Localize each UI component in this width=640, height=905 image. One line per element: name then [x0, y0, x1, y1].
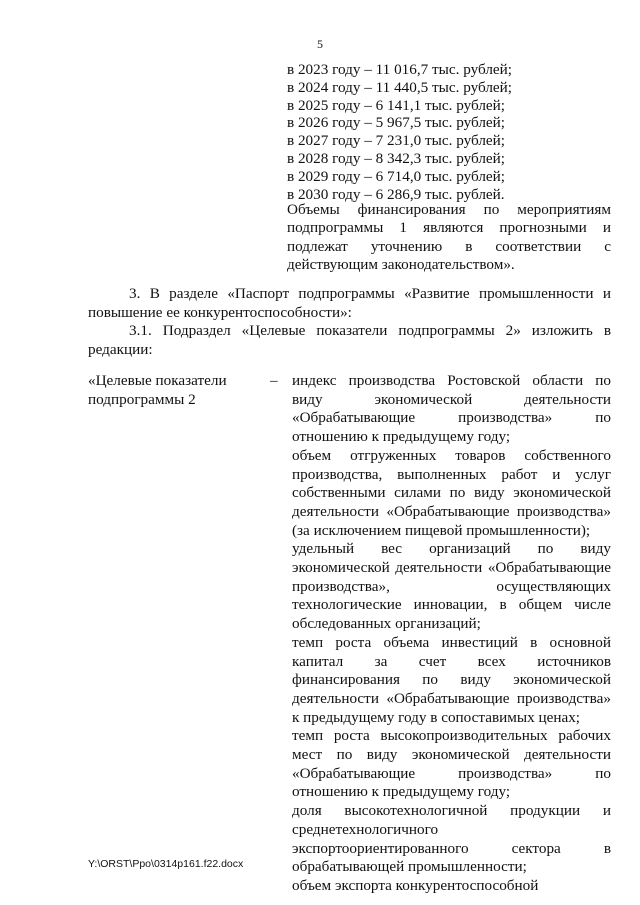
financing-line: в 2024 году – 11 440,5 тыс. рублей; — [287, 78, 513, 96]
section-3-1-paragraph — [88, 322, 611, 359]
indicator-item: темп роста объема инвестиций в основной капитал за счет всех источников финансирования по виду экономической деятельности «Обрабатывающие производства» к предыдущему году в сопоставимых ценах; — [292, 633, 611, 726]
indicator-item: темп роста высокопроизводительных рабочих мест по виду экономической деятельности «Обрабатывающие производства» по отношению к предыдущему году; — [292, 727, 611, 801]
financing-line: в 2028 году – 8 342,3 тыс. рублей; — [287, 149, 505, 167]
financing-line: в 2029 году – 6 714,0 тыс. рублей; — [287, 167, 505, 185]
indicator-item: объем экспорта конкурентоспособной — [292, 876, 539, 894]
financing-line: в 2030 году – 6 286,9 тыс. рублей. — [287, 185, 505, 203]
financing-note: Объемы финансирования по мероприятиям подпрограммы 1 являются прогнозными и подлежат уточнению в соответствии с действующим законодательством». — [287, 201, 611, 274]
indicator-item: объем отгруженных товаров собственного производства, выполненных работ и услуг собственными силами по виду экономической деятельности «Обрабатывающие производства» (за исключением пищевой промышленности); — [292, 446, 611, 539]
financing-line: в 2023 году – 11 016,7 тыс. рублей; — [287, 61, 513, 78]
financing-line: в 2027 году – 7 231,0 тыс. рублей; — [287, 132, 505, 150]
page-number: 5 — [317, 37, 323, 51]
financing-line: в 2025 году – 6 141,1 тыс. рублей; — [287, 96, 505, 114]
section-3-text: 3. В разделе «Паспорт подпрограммы «Развитие промышленности и повышение ее конкурентоспособности»: — [88, 285, 611, 321]
indicator-item: удельный вес организаций по виду экономической деятельности «Обрабатывающие производства», осуществляющих технологические инновации, в общем числе обследованных организаций; — [292, 540, 611, 633]
financing-list — [287, 61, 611, 203]
indicator-item: доля высокотехнологичной продукции и среднетехнологичного экспортоориентированного сектора в обрабатывающей промышленности; — [292, 802, 611, 876]
financing-line: в 2026 году – 5 967,5 тыс. рублей; — [287, 114, 505, 132]
indicators-list — [292, 372, 611, 896]
footer-file-path: Y:\ORST\Ppo\0314p161.f22.docx — [88, 858, 244, 870]
label-dash: – — [270, 372, 278, 389]
indicator-item: индекс производства Ростовской области по виду экономической деятельности «Обрабатывающие производства» по отношению к предыдущему году; — [292, 372, 611, 446]
section-3-1-text: 3.1. Подраздел «Целевые показатели подпрограммы 2» изложить в редакции: — [88, 322, 611, 358]
indicators-label: «Целевые показатели подпрограммы 2 — [88, 372, 227, 408]
section-3-paragraph — [88, 285, 611, 322]
